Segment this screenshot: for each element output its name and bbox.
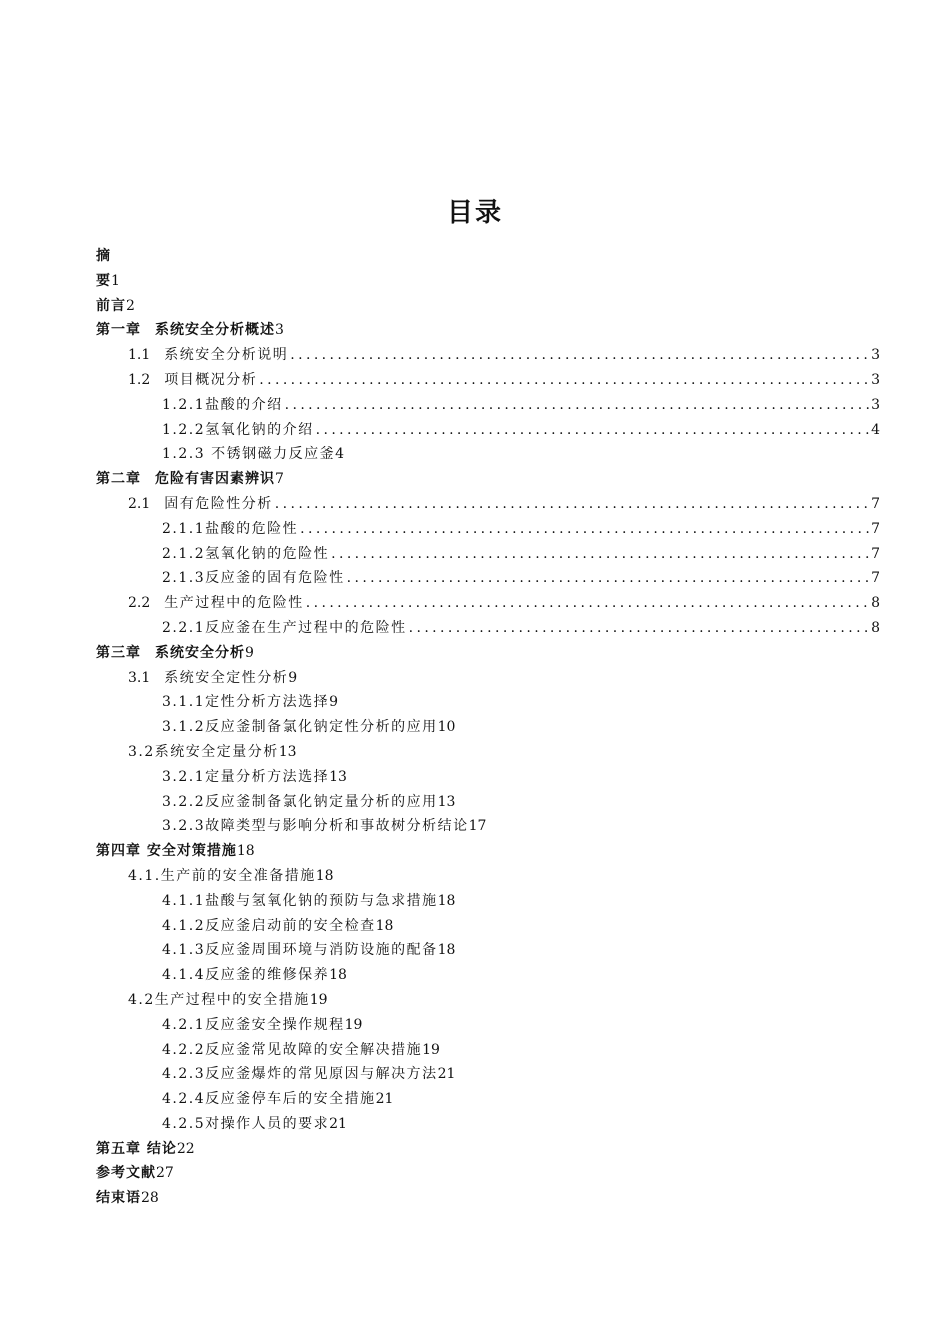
toc-entry-label: 系统安全分析概述 — [155, 322, 275, 339]
toc-entry-page: 21 — [329, 1115, 347, 1132]
toc-entry-page: 4 — [871, 421, 880, 438]
toc-entry-page: 22 — [176, 1140, 195, 1157]
toc-entry-label: 3.1.1定性分析方法选择 — [162, 694, 330, 711]
toc-entry-number: 3.1 — [128, 669, 151, 686]
toc-entry-label: 参考文献 — [96, 1165, 156, 1182]
toc-entry-label: 危险有害因素辨识 — [155, 471, 275, 488]
toc-entry-number: 2.1 — [128, 495, 151, 512]
toc-entry-label: 前言 — [96, 297, 126, 314]
toc-entry[interactable] — [96, 1087, 880, 1112]
toc-entry-label: 4.2.5对操作人员的要求 — [162, 1115, 330, 1132]
toc-entry[interactable] — [96, 1013, 880, 1038]
toc-entry[interactable] — [96, 988, 880, 1013]
toc-entry[interactable] — [96, 1137, 880, 1162]
toc-entry-page: 21 — [437, 1066, 456, 1083]
toc-entry[interactable] — [96, 715, 880, 740]
toc-leader-dots — [285, 393, 869, 418]
toc-entry-number: 第三章 — [96, 644, 141, 661]
toc-entry-page: 18 — [329, 967, 347, 984]
toc-entry-page: 13 — [437, 793, 456, 810]
toc-leader-dots — [331, 542, 869, 567]
toc-entry-label: 4.2.3反应釜爆炸的常见原因与解决方法 — [162, 1066, 438, 1083]
toc-entry-page: 3 — [871, 396, 880, 413]
toc-entry-page: 7 — [871, 545, 880, 562]
toc-entry-number: 第一章 — [96, 322, 141, 339]
toc-entry[interactable] — [96, 492, 880, 517]
toc-entry[interactable] — [96, 442, 880, 467]
toc-entry[interactable] — [96, 616, 880, 641]
toc-entry[interactable] — [96, 318, 880, 343]
page-title: 目录 — [446, 198, 503, 228]
toc-entry-label: 2.2.1反应釜在生产过程中的危险性 — [162, 619, 407, 636]
toc-entry-page: 9 — [245, 644, 254, 661]
toc-entry-page: 21 — [375, 1091, 394, 1108]
toc-entry[interactable] — [96, 914, 880, 939]
toc-entry-label: 4.2.4反应釜停车后的安全措施 — [162, 1091, 376, 1108]
toc-entry-page: 19 — [309, 991, 328, 1008]
toc-entry-page: 19 — [422, 1041, 440, 1058]
toc-entry[interactable] — [96, 542, 880, 567]
toc-entry[interactable] — [96, 467, 880, 492]
toc-entry[interactable] — [96, 1161, 880, 1186]
toc-leader-dots — [275, 492, 869, 517]
toc-entry-page: 18 — [437, 892, 456, 909]
toc-entry[interactable] — [96, 666, 880, 691]
toc-entry[interactable] — [96, 963, 880, 988]
toc-entry-label: 结束语 — [96, 1190, 141, 1207]
toc-leader-dots — [290, 343, 869, 368]
toc-entry-page: 18 — [236, 843, 255, 860]
toc-entry[interactable] — [96, 1186, 880, 1211]
toc-entry-label: 4.2.1反应釜安全操作规程 — [162, 1016, 345, 1033]
toc-entry-label: 固有危险性分析 — [164, 495, 273, 512]
toc-entry-number: 第二章 — [96, 471, 141, 488]
table-of-contents — [96, 244, 880, 1211]
toc-entry-page: 1 — [111, 272, 120, 289]
toc-entry-page: 9 — [288, 669, 298, 686]
toc-entry[interactable] — [96, 1062, 880, 1087]
toc-entry-page: 17 — [468, 818, 487, 835]
toc-leader-dots — [259, 368, 869, 393]
toc-entry-page: 7 — [275, 471, 284, 488]
toc-entry-label: 1.2.1盐酸的介绍 — [162, 396, 283, 413]
toc-entry-label: 3.2.3故障类型与影响分析和事故树分析结论 — [162, 818, 469, 835]
toc-entry[interactable] — [96, 566, 880, 591]
toc-entry-label: 4.2生产过程中的安全措施 — [128, 991, 310, 1008]
toc-entry-page: 10 — [437, 719, 456, 736]
toc-entry-page: 9 — [329, 694, 339, 711]
toc-entry-label: 要 — [96, 272, 111, 289]
toc-entry-label: 系统安全分析 — [155, 644, 245, 661]
toc-entry-page: 18 — [375, 917, 394, 934]
toc-entry-label: 2.1.2氢氧化钠的危险性 — [162, 545, 330, 562]
toc-entry-label: 3.2.2反应釜制备氯化钠定量分析的应用 — [162, 793, 438, 810]
toc-entry[interactable] — [96, 269, 880, 294]
toc-entry-page: 27 — [156, 1165, 174, 1182]
toc-entry[interactable] — [96, 368, 880, 393]
toc-entry-page: 8 — [871, 619, 880, 636]
toc-entry[interactable] — [96, 343, 880, 368]
toc-entry[interactable] — [96, 244, 880, 269]
toc-leader-dots — [316, 418, 869, 443]
toc-entry[interactable] — [96, 1112, 880, 1137]
toc-entry-page: 18 — [315, 867, 334, 884]
toc-entry-label: 4.1.生产前的安全准备措施 — [128, 867, 316, 884]
toc-entry-number: 1.2 — [128, 371, 151, 388]
toc-entry-label: 3.2系统安全定量分析 — [128, 743, 279, 760]
toc-entry[interactable] — [96, 790, 880, 815]
toc-entry-page: 4 — [335, 446, 344, 463]
toc-entry-page: 28 — [141, 1190, 159, 1207]
toc-entry[interactable] — [96, 641, 880, 666]
toc-leader-dots — [306, 591, 869, 616]
toc-entry-label: 生产过程中的危险性 — [164, 595, 304, 612]
toc-entry-page: 18 — [437, 942, 456, 959]
toc-entry-label: 3.2.1定量分析方法选择 — [162, 768, 330, 785]
toc-entry[interactable] — [96, 591, 880, 616]
toc-entry-label: 摘 — [96, 248, 111, 264]
toc-entry[interactable] — [96, 938, 880, 963]
toc-entry[interactable] — [96, 839, 880, 864]
toc-entry[interactable] — [96, 294, 880, 319]
toc-entry-label: 2.1.1盐酸的危险性 — [162, 520, 299, 537]
toc-entry-label: 1.2.3 不锈钢磁力反应釜 — [162, 446, 336, 463]
toc-entry-label: 3.1.2反应釜制备氯化钠定性分析的应用 — [162, 719, 438, 736]
toc-entry-label: 项目概况分析 — [164, 371, 258, 388]
toc-entry-number: 2.2 — [128, 595, 151, 612]
toc-entry-label: 1.2.2氢氧化钠的介绍 — [162, 421, 314, 438]
toc-entry-page: 3 — [871, 347, 880, 364]
toc-entry-label: 系统安全分析说明 — [164, 347, 289, 364]
toc-entry-label: 4.1.4反应釜的维修保养 — [162, 967, 330, 984]
toc-entry-page: 7 — [871, 520, 880, 537]
toc-entry[interactable] — [96, 765, 880, 790]
toc-entry[interactable] — [96, 864, 880, 889]
toc-entry-label: 4.1.3反应釜周围环境与消防设施的配备 — [162, 942, 438, 959]
toc-entry-page: 7 — [871, 570, 880, 587]
toc-entry-page: 3 — [275, 322, 284, 339]
toc-leader-dots — [300, 517, 869, 542]
toc-entry[interactable] — [96, 393, 880, 418]
toc-leader-dots — [347, 566, 869, 591]
toc-entry-page: 3 — [871, 371, 880, 388]
toc-entry-label: 系统安全定性分析 — [164, 669, 289, 686]
toc-entry[interactable] — [96, 1038, 880, 1063]
toc-entry-label: 4.1.2反应釜启动前的安全检查 — [162, 917, 376, 934]
toc-entry-label: 第四章 安全对策措施 — [96, 843, 237, 860]
toc-entry-page: 8 — [871, 595, 880, 612]
toc-entry[interactable] — [96, 517, 880, 542]
toc-entry[interactable] — [96, 889, 880, 914]
toc-entry-page: 13 — [329, 768, 347, 785]
toc-leader-dots — [409, 616, 869, 641]
toc-entry-label: 第五章 结论 — [96, 1140, 177, 1157]
toc-entry-label: 4.2.2反应釜常见故障的安全解决措施 — [162, 1041, 423, 1058]
toc-entry-label: 4.1.1盐酸与氢氧化钠的预防与急求措施 — [162, 892, 438, 909]
toc-entry[interactable] — [96, 740, 880, 765]
toc-entry-page: 13 — [278, 743, 297, 760]
toc-entry[interactable] — [96, 690, 880, 715]
toc-entry-label: 2.1.3反应釜的固有危险性 — [162, 570, 345, 587]
toc-entry[interactable] — [96, 418, 880, 443]
toc-entry-number: 1.1 — [128, 347, 151, 364]
toc-entry-page: 7 — [871, 495, 880, 512]
toc-entry-page: 19 — [344, 1016, 363, 1033]
toc-entry[interactable] — [96, 814, 880, 839]
toc-entry-page: 2 — [126, 297, 135, 314]
